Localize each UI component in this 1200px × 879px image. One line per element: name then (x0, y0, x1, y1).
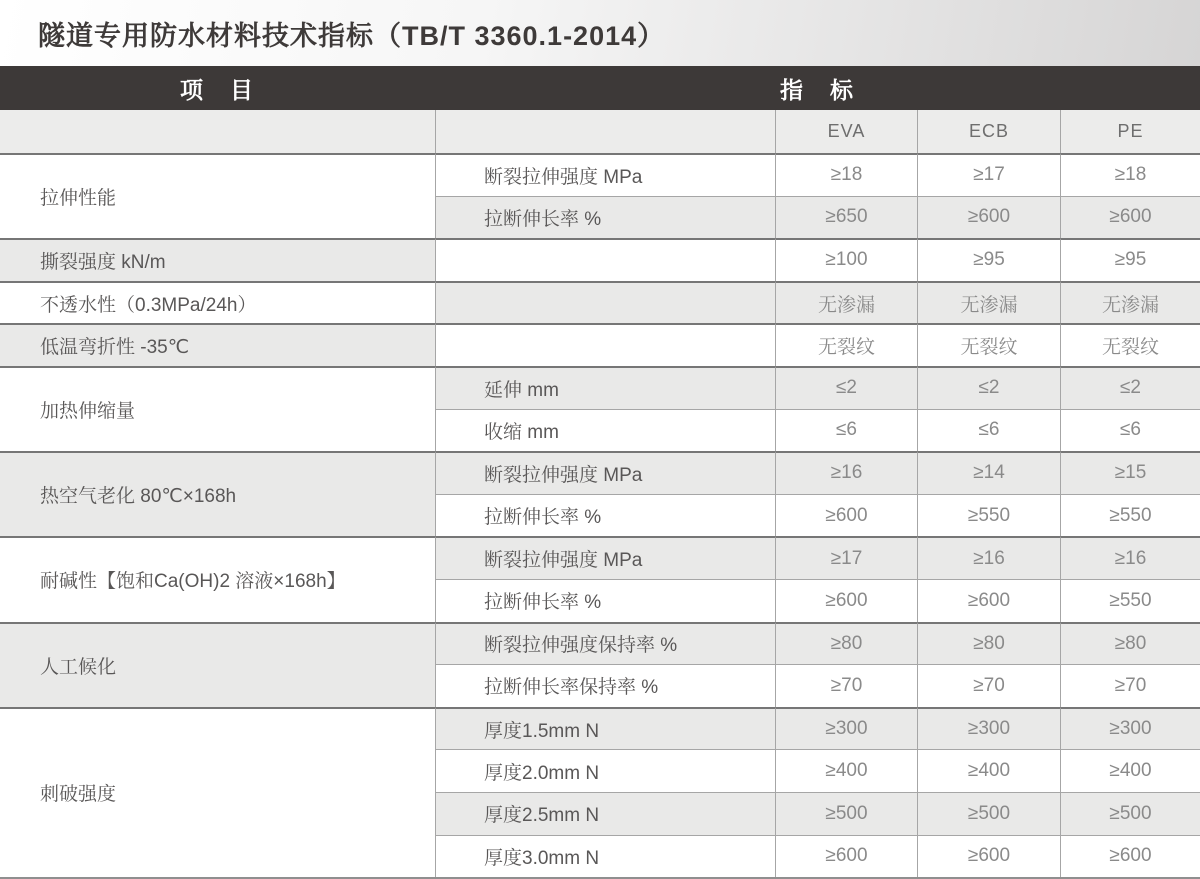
category-cell: 人工候化 (0, 622, 435, 707)
value-cell: ≥80 (1060, 622, 1200, 665)
value-cell: ≥300 (917, 707, 1060, 750)
value-cell: ≥550 (1060, 494, 1200, 537)
value-cell: ≥15 (1060, 451, 1200, 494)
spec-name-cell: 收缩 mm (435, 409, 775, 452)
value-cell: ≥550 (1060, 579, 1200, 622)
value-cell: ≥95 (1060, 238, 1200, 281)
spec-name-cell: 拉断伸长率 % (435, 196, 775, 239)
value-cell: ≥16 (1060, 536, 1200, 579)
value-cell: ≥18 (775, 153, 917, 196)
value-cell: ≥550 (917, 494, 1060, 537)
value-cell: ≥650 (775, 196, 917, 239)
value-cell: 无裂纹 (775, 323, 917, 366)
value-cell: ≤2 (917, 366, 1060, 409)
value-cell: ≥600 (917, 196, 1060, 239)
subheader-empty-category (0, 110, 435, 153)
value-cell: ≥600 (917, 579, 1060, 622)
page-title: 隧道专用防水材料技术指标（TB/T 3360.1-2014） (38, 20, 666, 51)
category-cell: 加热伸缩量 (0, 366, 435, 451)
value-cell: ≥500 (917, 792, 1060, 835)
value-cell: ≥70 (1060, 664, 1200, 707)
table-header-bar (0, 66, 1200, 110)
category-cell: 刺破强度 (0, 707, 435, 877)
value-cell: ≥500 (775, 792, 917, 835)
spec-name-cell: 厚度2.0mm N (435, 749, 775, 792)
subheader-empty-spec (435, 110, 775, 153)
value-cell: 无渗漏 (917, 281, 1060, 324)
category-cell: 拉伸性能 (0, 153, 435, 238)
category-cell: 耐碱性【饱和Ca(OH)2 溶液×168h】 (0, 536, 435, 621)
value-cell: ≥400 (775, 749, 917, 792)
value-cell: ≤6 (775, 409, 917, 452)
spec-name-cell: 断裂拉伸强度 MPa (435, 153, 775, 196)
spec-name-cell (435, 323, 775, 366)
value-cell: ≤6 (917, 409, 1060, 452)
value-cell: 无渗漏 (1060, 281, 1200, 324)
spec-name-cell: 断裂拉伸强度 MPa (435, 536, 775, 579)
value-cell: ≥600 (1060, 196, 1200, 239)
header-index-label: 指 标 (780, 76, 855, 103)
value-cell: ≥400 (1060, 749, 1200, 792)
value-cell: ≥14 (917, 451, 1060, 494)
column-header-ecb: ECB (917, 110, 1060, 153)
value-cell: ≥80 (917, 622, 1060, 665)
value-cell: 无裂纹 (917, 323, 1060, 366)
category-cell: 撕裂强度 kN/m (0, 238, 435, 281)
value-cell: ≥100 (775, 238, 917, 281)
value-cell: ≥16 (775, 451, 917, 494)
value-cell: ≥300 (775, 707, 917, 750)
spec-name-cell: 拉断伸长率 % (435, 579, 775, 622)
title-strip (0, 0, 1200, 66)
value-cell: ≥600 (775, 494, 917, 537)
value-cell: ≤6 (1060, 409, 1200, 452)
category-cell: 不透水性（0.3MPa/24h） (0, 281, 435, 324)
spec-name-cell: 厚度2.5mm N (435, 792, 775, 835)
value-cell: ≥70 (917, 664, 1060, 707)
spec-table (0, 110, 1200, 879)
value-cell: ≥400 (917, 749, 1060, 792)
category-cell: 热空气老化 80℃×168h (0, 451, 435, 536)
value-cell: ≥70 (775, 664, 917, 707)
value-cell: ≥17 (775, 536, 917, 579)
spec-name-cell: 拉断伸长率保持率 % (435, 664, 775, 707)
value-cell: ≥600 (775, 579, 917, 622)
value-cell: 无渗漏 (775, 281, 917, 324)
value-cell: ≥80 (775, 622, 917, 665)
column-header-eva: EVA (775, 110, 917, 153)
column-header-pe: PE (1060, 110, 1200, 153)
spec-name-cell (435, 238, 775, 281)
value-cell: ≥500 (1060, 792, 1200, 835)
header-items-label: 项 目 (180, 76, 255, 103)
spec-name-cell: 厚度1.5mm N (435, 707, 775, 750)
spec-name-cell: 断裂拉伸强度 MPa (435, 451, 775, 494)
value-cell: ≤2 (1060, 366, 1200, 409)
value-cell: ≥600 (1060, 835, 1200, 878)
spec-name-cell: 延伸 mm (435, 366, 775, 409)
value-cell: ≥600 (775, 835, 917, 878)
value-cell: ≥18 (1060, 153, 1200, 196)
value-cell: ≤2 (775, 366, 917, 409)
spec-name-cell: 断裂拉伸强度保持率 % (435, 622, 775, 665)
value-cell: ≥95 (917, 238, 1060, 281)
spec-name-cell: 拉断伸长率 % (435, 494, 775, 537)
value-cell: ≥600 (917, 835, 1060, 878)
spec-name-cell (435, 281, 775, 324)
category-cell: 低温弯折性 -35℃ (0, 323, 435, 366)
value-cell: ≥17 (917, 153, 1060, 196)
value-cell: 无裂纹 (1060, 323, 1200, 366)
value-cell: ≥300 (1060, 707, 1200, 750)
spec-name-cell: 厚度3.0mm N (435, 835, 775, 878)
value-cell: ≥16 (917, 536, 1060, 579)
